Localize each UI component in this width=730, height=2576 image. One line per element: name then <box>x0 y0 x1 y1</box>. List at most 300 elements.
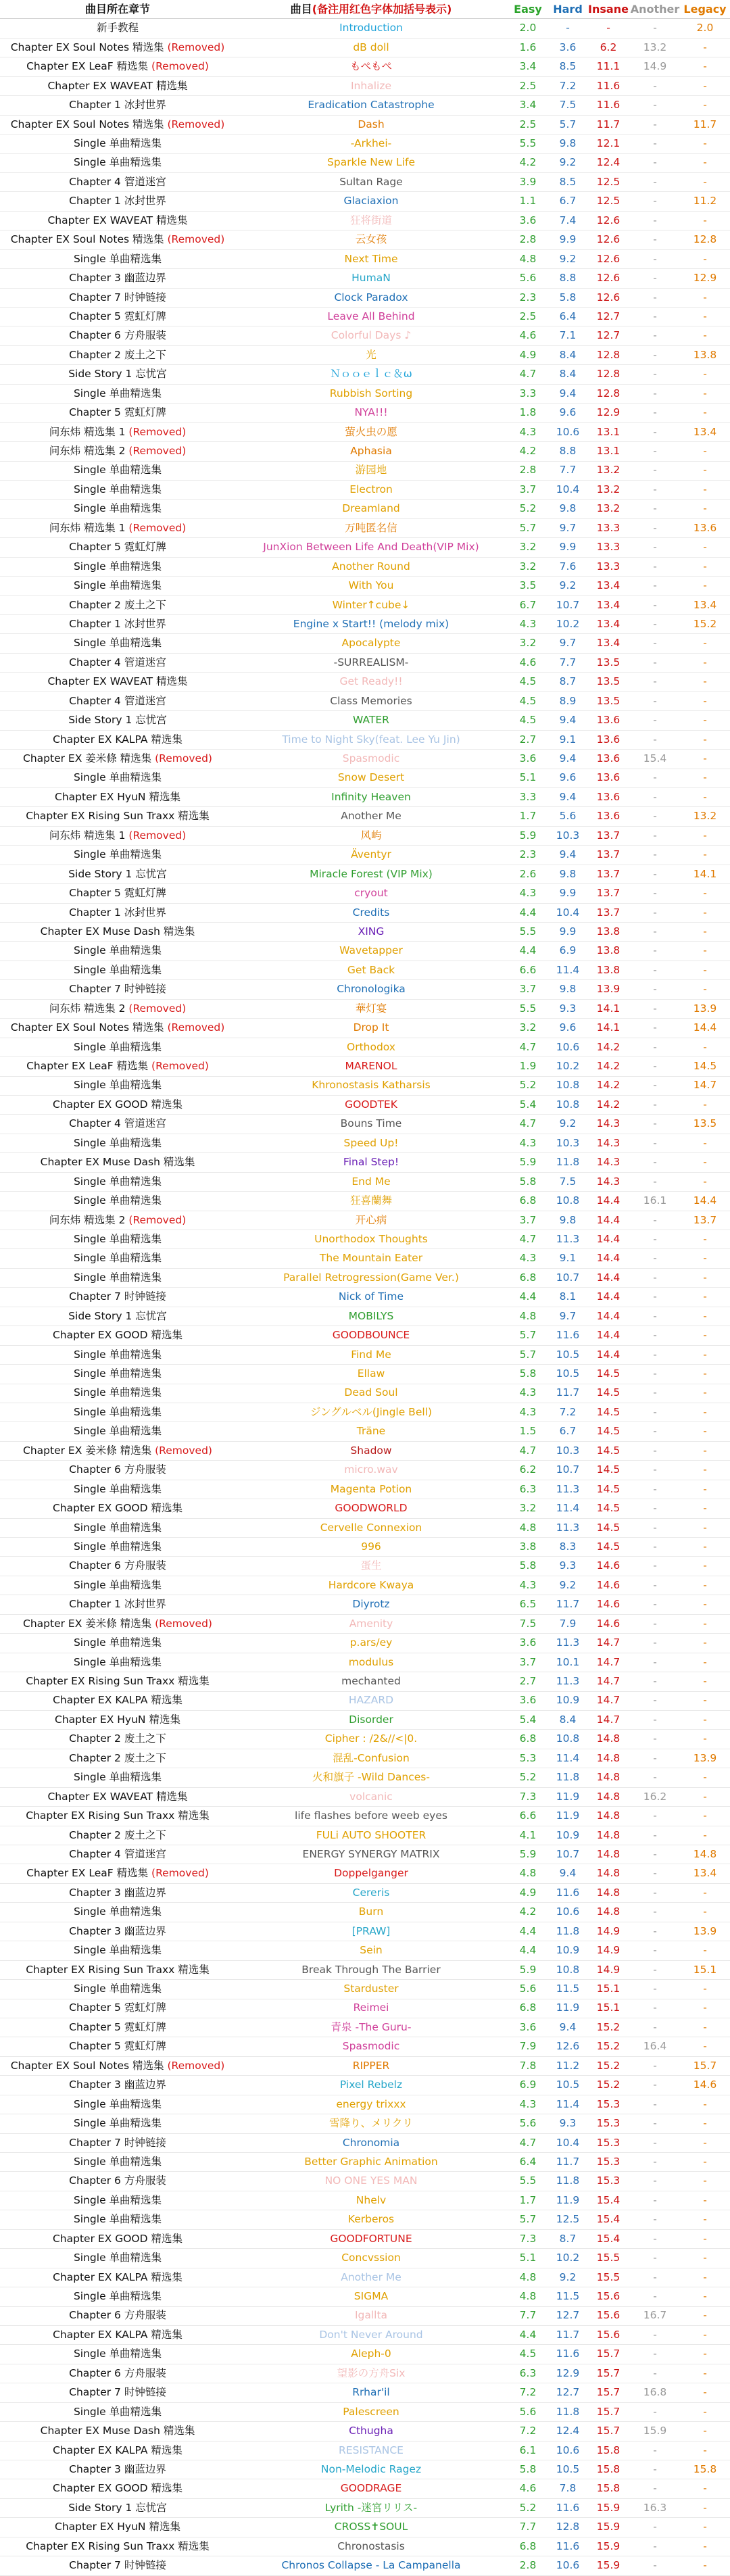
hard-level: 10.8 <box>549 1095 587 1114</box>
easy-level: 5.2 <box>507 500 549 518</box>
chapter-name: Single 单曲精选集 <box>73 1386 162 1399</box>
legacy-level: - <box>680 1999 730 2018</box>
easy-level: 7.8 <box>507 2056 549 2075</box>
hard-level: 7.6 <box>549 557 587 576</box>
chapter-cell <box>0 1807 235 1826</box>
table-row <box>0 557 730 576</box>
chapter-name: Chapter 3 幽蓝边界 <box>69 1886 166 1899</box>
song-name: Non-Melodic Ragez <box>235 2460 507 2479</box>
hard-level: 9.2 <box>549 153 587 172</box>
insane-level: 13.4 <box>587 596 630 614</box>
chapter-name: Single 单曲精选集 <box>73 252 162 265</box>
another-level: - <box>630 2056 680 2075</box>
insane-level: 13.8 <box>587 923 630 942</box>
insane-level: 15.4 <box>587 2191 630 2210</box>
table-row <box>0 2325 730 2344</box>
table-row <box>0 2345 730 2364</box>
legacy-level: 12.9 <box>680 269 730 288</box>
insane-level: 15.5 <box>587 2268 630 2287</box>
chapter-cell <box>0 1249 235 1268</box>
song-name: Cipher : /2&//<|0. <box>235 1730 507 1749</box>
legacy-level: 13.5 <box>680 1115 730 1134</box>
table-row <box>0 2153 730 2172</box>
another-level: 15.4 <box>630 750 680 769</box>
chapter-name: Chapter EX GOOD 精选集 <box>52 1098 182 1111</box>
legacy-level: - <box>680 2441 730 2460</box>
another-level: - <box>630 903 680 922</box>
chapter-name: Chapter 1 冰封世界 <box>69 99 166 112</box>
legacy-level: - <box>680 1672 730 1691</box>
chapter-name: Chapter 5 霓虹灯牌 <box>69 310 166 322</box>
table-row <box>0 1595 730 1614</box>
legacy-level: - <box>680 673 730 691</box>
table-row <box>0 730 730 749</box>
table-row <box>0 2268 730 2287</box>
insane-level: 13.9 <box>587 980 630 999</box>
easy-level: 4.9 <box>507 345 549 364</box>
chapter-cell <box>0 2153 235 2172</box>
table-row <box>0 769 730 787</box>
chapter-cell <box>0 1730 235 1749</box>
song-name: Spasmodic <box>235 750 507 769</box>
easy-level: 6.4 <box>507 2153 549 2172</box>
easy-level: 2.0 <box>507 19 549 38</box>
hard-level: 7.5 <box>549 1172 587 1191</box>
legacy-level: - <box>680 2114 730 2133</box>
insane-level: 12.7 <box>587 308 630 326</box>
hard-level: 9.6 <box>549 404 587 422</box>
table-row <box>0 192 730 211</box>
table-row <box>0 980 730 999</box>
song-name: Cereris <box>235 1883 507 1902</box>
chapter-cell <box>0 1595 235 1614</box>
chapter-name: Single 单曲精选集 <box>73 2155 162 2168</box>
easy-level: 1.1 <box>507 192 549 211</box>
another-level: - <box>630 2460 680 2479</box>
hard-level: 9.4 <box>549 711 587 730</box>
another-level: - <box>630 2364 680 2383</box>
hard-level: 10.7 <box>549 1268 587 1287</box>
chapter-name: Chapter 3 幽蓝边界 <box>69 2462 166 2475</box>
table-row <box>0 2076 730 2095</box>
removed-note: (Removed) <box>155 1617 212 1630</box>
table-row <box>0 1403 730 1421</box>
hard-level: 6.7 <box>549 192 587 211</box>
insane-level: 14.8 <box>587 1826 630 1845</box>
song-name: Break Through The Barrier <box>235 1960 507 1979</box>
another-level: - <box>630 230 680 249</box>
chapter-cell <box>0 2325 235 2344</box>
hard-level: 9.3 <box>549 1557 587 1576</box>
another-level: - <box>630 1864 680 1883</box>
insane-level: 14.8 <box>587 1883 630 1902</box>
table-row <box>0 38 730 57</box>
insane-level: 13.8 <box>587 942 630 961</box>
table-row <box>0 577 730 596</box>
table-row <box>0 76 730 95</box>
chapter-name: Chapter EX Muse Dash 精选集 <box>40 2425 195 2437</box>
song-name: Infinity Heaven <box>235 787 507 806</box>
legacy-level: - <box>680 2479 730 2498</box>
chapter-name: Chapter EX KALPA 精选集 <box>53 1694 182 1707</box>
easy-level: 4.7 <box>507 1038 549 1056</box>
table-row <box>0 1787 730 1806</box>
another-level: - <box>630 2153 680 2172</box>
song-name: Inhalize <box>235 76 507 95</box>
another-level: - <box>630 1538 680 1557</box>
song-name: WATER <box>235 711 507 730</box>
legacy-level: 14.4 <box>680 1019 730 1038</box>
chapter-cell <box>0 308 235 326</box>
song-name: MARENOL <box>235 1057 507 1076</box>
table-row <box>0 153 730 172</box>
legacy-level: - <box>680 2498 730 2517</box>
table-row <box>0 211 730 230</box>
insane-level: 12.6 <box>587 211 630 230</box>
insane-level: 15.3 <box>587 2114 630 2133</box>
table-row <box>0 2210 730 2229</box>
hard-level: 8.8 <box>549 442 587 461</box>
chapter-name: Chapter 7 时钟链接 <box>69 2559 166 2572</box>
insane-level: 15.7 <box>587 2422 630 2441</box>
song-name: 云女孩 <box>235 230 507 249</box>
table-row <box>0 1768 730 1787</box>
chapter-cell <box>0 2268 235 2287</box>
chapter-cell <box>0 1960 235 1979</box>
another-level: - <box>630 673 680 691</box>
another-level: - <box>630 1403 680 1421</box>
song-name: Orthodox <box>235 1038 507 1056</box>
song-name: Snow Desert <box>235 769 507 787</box>
song-name: 开心病 <box>235 1211 507 1230</box>
chapter-name: Single 单曲精选集 <box>73 579 162 592</box>
chapter-cell <box>0 2287 235 2306</box>
song-name: energy trixxx <box>235 2095 507 2114</box>
hard-level: 8.1 <box>549 1288 587 1307</box>
chapter-cell <box>0 615 235 634</box>
table-row <box>0 422 730 441</box>
chapter-cell <box>0 1326 235 1345</box>
chapter-name: 问东炜 精选集 1 <box>49 425 126 438</box>
chapter-cell <box>0 135 235 153</box>
hard-level: 11.6 <box>549 1883 587 1902</box>
chapter-cell <box>0 807 235 826</box>
table-row <box>0 2172 730 2191</box>
legacy-level: - <box>680 2095 730 2114</box>
insane-level: 13.6 <box>587 750 630 769</box>
chapter-name: Single 单曲精选集 <box>73 1482 162 1495</box>
insane-level: 14.6 <box>587 1614 630 1633</box>
easy-level: 2.3 <box>507 846 549 865</box>
chapter-cell <box>0 480 235 499</box>
insane-level: 15.8 <box>587 2479 630 2498</box>
table-row <box>0 1480 730 1499</box>
insane-level: 15.9 <box>587 2498 630 2517</box>
table-row <box>0 1730 730 1749</box>
song-name: Lyrith -迷宮リリス- <box>235 2498 507 2517</box>
chapter-cell <box>0 1518 235 1537</box>
table-row <box>0 1576 730 1595</box>
chapter-cell <box>0 2422 235 2441</box>
another-level: - <box>630 1345 680 1364</box>
chapter-cell <box>0 19 235 38</box>
easy-level: 4.7 <box>507 1115 549 1134</box>
table-row <box>0 57 730 76</box>
hard-level: 7.8 <box>549 2479 587 2498</box>
song-name: Ellaw <box>235 1365 507 1384</box>
chapter-name: Chapter 2 废土之下 <box>69 598 166 611</box>
legacy-level: - <box>680 1634 730 1653</box>
song-name: Parallel Retrogression(Game Ver.) <box>235 1268 507 1287</box>
insane-level: 14.4 <box>587 1211 630 1230</box>
song-name: Rrhar'il <box>235 2383 507 2402</box>
hard-level: 8.7 <box>549 673 587 691</box>
song-name: 游园地 <box>235 461 507 480</box>
song-name: Colorful Days ♪ <box>235 326 507 345</box>
easy-level: 5.6 <box>507 2114 549 2133</box>
another-level: - <box>630 653 680 672</box>
chapter-name: Chapter EX WAVEAT 精选集 <box>47 1790 188 1803</box>
easy-level: 5.9 <box>507 1153 549 1172</box>
chapter-cell <box>0 345 235 364</box>
song-name: Apocalypte <box>235 634 507 653</box>
another-level: - <box>630 980 680 999</box>
another-level: - <box>630 1095 680 1114</box>
another-level: - <box>630 1480 680 1499</box>
another-level: 13.2 <box>630 38 680 57</box>
legacy-level: - <box>680 1480 730 1499</box>
easy-level: 4.3 <box>507 1576 549 1595</box>
chapter-cell <box>0 1614 235 1633</box>
chapter-name: Single 单曲精选集 <box>73 483 162 495</box>
easy-level: 3.2 <box>507 634 549 653</box>
chapter-name: Single 单曲精选集 <box>73 1405 162 1418</box>
hard-level: 9.9 <box>549 884 587 903</box>
song-name: p.ars/ey <box>235 1634 507 1653</box>
chapter-cell <box>0 2114 235 2133</box>
another-level: - <box>630 961 680 979</box>
another-level: - <box>630 2114 680 2133</box>
chapter-cell <box>0 2172 235 2191</box>
hard-level: 11.7 <box>549 1384 587 1403</box>
easy-level: 3.5 <box>507 577 549 596</box>
insane-level: 12.4 <box>587 153 630 172</box>
hard-level: 10.2 <box>549 2249 587 2268</box>
hard-level: 12.5 <box>549 2210 587 2229</box>
easy-level: 5.6 <box>507 1980 549 1999</box>
easy-level: 5.8 <box>507 1557 549 1576</box>
chapter-name: Chapter EX 姜米條 精选集 <box>23 1617 152 1630</box>
legacy-level: - <box>680 1365 730 1384</box>
song-name: [PRAW] <box>235 1922 507 1941</box>
another-level: - <box>630 172 680 191</box>
chapter-name: Chapter 4 管道迷宫 <box>69 1117 166 1130</box>
chapter-cell <box>0 2037 235 2056</box>
legacy-level: 13.7 <box>680 1211 730 1230</box>
table-row <box>0 846 730 865</box>
table-row <box>0 1288 730 1307</box>
chapter-cell <box>0 518 235 537</box>
another-level: - <box>630 422 680 441</box>
chapter-cell <box>0 1172 235 1191</box>
chapter-cell <box>0 1134 235 1152</box>
chapter-cell <box>0 961 235 979</box>
chapter-name: Chapter EX Muse Dash 精选集 <box>40 925 195 938</box>
table-row <box>0 1557 730 1576</box>
chapter-cell <box>0 404 235 422</box>
table-row <box>0 1845 730 1864</box>
easy-level: 4.8 <box>507 1307 549 1326</box>
table-row <box>0 807 730 826</box>
song-name: Final Step! <box>235 1153 507 1172</box>
song-name: Diyrotz <box>235 1595 507 1614</box>
another-level: - <box>630 999 680 1018</box>
chapter-name: Chapter EX Rising Sun Traxx 精选集 <box>26 1963 210 1976</box>
hard-level: 11.5 <box>549 2287 587 2306</box>
easy-level: 4.5 <box>507 673 549 691</box>
chapter-cell <box>0 230 235 249</box>
song-name: HAZARD <box>235 1691 507 1710</box>
easy-level: 3.6 <box>507 750 549 769</box>
song-name: Hardcore Kwaya <box>235 1576 507 1595</box>
another-level: - <box>630 404 680 422</box>
easy-level: 4.4 <box>507 1288 549 1307</box>
insane-level: 13.7 <box>587 884 630 903</box>
song-name: life flashes before weeb eyes <box>235 1807 507 1826</box>
another-level: - <box>630 2133 680 2152</box>
table-body <box>0 19 730 2575</box>
table-row <box>0 500 730 518</box>
chapter-name: Single 单曲精选集 <box>73 1271 162 1284</box>
legacy-level: - <box>680 2172 730 2191</box>
easy-level: 7.3 <box>507 2229 549 2248</box>
another-level: - <box>630 1038 680 1056</box>
legacy-level: - <box>680 711 730 730</box>
easy-level: 4.7 <box>507 365 549 384</box>
table-row <box>0 942 730 961</box>
legacy-level: - <box>680 1288 730 1307</box>
legacy-level: - <box>680 750 730 769</box>
legacy-level: - <box>680 211 730 230</box>
chapter-name: Side Story 1 忘忧宫 <box>68 1309 167 1322</box>
song-name: Reimei <box>235 1999 507 2018</box>
chapter-name: Chapter EX HyuN 精选集 <box>55 1713 180 1726</box>
table-row <box>0 787 730 806</box>
chapter-name: Chapter 3 幽蓝边界 <box>69 2079 166 2091</box>
hard-level: 11.8 <box>549 2402 587 2421</box>
easy-level: 6.7 <box>507 596 549 614</box>
removed-note: (Removed) <box>128 1213 187 1226</box>
legacy-level: - <box>680 1691 730 1710</box>
hard-level: 9.1 <box>549 730 587 749</box>
chapter-cell <box>0 884 235 903</box>
another-level: - <box>630 1922 680 1941</box>
chapter-cell <box>0 2441 235 2460</box>
song-name: Winter↑cube↓ <box>235 596 507 614</box>
insane-level: 13.6 <box>587 807 630 826</box>
legacy-level: 13.2 <box>680 807 730 826</box>
chapter-cell <box>0 2095 235 2114</box>
insane-level: 15.2 <box>587 2037 630 2056</box>
insane-level: 13.6 <box>587 769 630 787</box>
another-level: - <box>630 1422 680 1441</box>
chapter-name: Chapter EX Rising Sun Traxx 精选集 <box>26 1809 210 1822</box>
hard-level: 7.5 <box>549 96 587 115</box>
easy-level: 5.4 <box>507 1710 549 1729</box>
song-name: 狂将街道 <box>235 211 507 230</box>
hard-level: 10.9 <box>549 1691 587 1710</box>
easy-level: 4.3 <box>507 422 549 441</box>
hard-level: 9.4 <box>549 787 587 806</box>
chapter-name: Single 单曲精选集 <box>73 560 162 573</box>
song-name: NYA!!! <box>235 404 507 422</box>
legacy-level: - <box>680 2287 730 2306</box>
chapter-name: Chapter EX KALPA 精选集 <box>53 733 182 746</box>
legacy-level: - <box>680 1787 730 1806</box>
chapter-name: Single 单曲精选集 <box>73 1175 162 1188</box>
legacy-level: - <box>680 500 730 518</box>
hard-level: 10.1 <box>549 1653 587 1672</box>
another-level: - <box>630 1461 680 1480</box>
chapter-cell <box>0 2306 235 2325</box>
chapter-cell <box>0 96 235 115</box>
hard-level: 9.9 <box>549 230 587 249</box>
hard-level: 10.4 <box>549 903 587 922</box>
chapter-name: Chapter 4 管道迷宫 <box>69 1847 166 1860</box>
chapter-name: Single 单曲精选集 <box>73 156 162 169</box>
easy-level: 5.8 <box>507 1365 549 1384</box>
chapter-name: 问东炜 精选集 2 <box>49 1002 126 1015</box>
chapter-name: Side Story 1 忘忧宫 <box>68 867 167 880</box>
insane-level: 13.6 <box>587 787 630 806</box>
another-level: - <box>630 500 680 518</box>
chapter-name: Single 单曲精选集 <box>73 637 162 650</box>
chapter-name: Chapter EX Rising Sun Traxx 精选集 <box>26 1675 210 1688</box>
song-name: Chronologika <box>235 980 507 999</box>
chapter-name: Single 单曲精选集 <box>73 137 162 150</box>
chapter-name: Single 单曲精选集 <box>73 2290 162 2303</box>
hard-level: 10.8 <box>549 1960 587 1979</box>
easy-level: 4.2 <box>507 153 549 172</box>
legacy-level: - <box>680 2210 730 2229</box>
hard-level: 11.3 <box>549 1480 587 1499</box>
easy-level: 6.2 <box>507 1461 549 1480</box>
another-level: - <box>630 1518 680 1537</box>
table-row <box>0 615 730 634</box>
chapter-cell <box>0 1057 235 1076</box>
chapter-name: Single 单曲精选集 <box>73 1540 162 1553</box>
table-row <box>0 2498 730 2517</box>
song-name: Time to Night Sky(feat. Lee Yu Jin) <box>235 730 507 749</box>
insane-level: 14.2 <box>587 1038 630 1056</box>
chapter-cell <box>0 2364 235 2383</box>
insane-level: 14.5 <box>587 1538 630 1557</box>
legacy-level: - <box>680 2018 730 2037</box>
easy-level: 4.7 <box>507 1230 549 1249</box>
song-name: dB doll <box>235 38 507 57</box>
table-row <box>0 2133 730 2152</box>
chapter-cell <box>0 172 235 191</box>
easy-level: 4.4 <box>507 2325 549 2344</box>
hard-level: 10.2 <box>549 1057 587 1076</box>
hard-level: 9.4 <box>549 2018 587 2037</box>
hard-level: 8.4 <box>549 345 587 364</box>
chapter-name: Single 单曲精选集 <box>73 1367 162 1380</box>
insane-level: 11.6 <box>587 76 630 95</box>
another-level: - <box>630 2287 680 2306</box>
easy-level: 7.5 <box>507 1614 549 1633</box>
chapter-name: Single 单曲精选集 <box>73 1944 162 1957</box>
